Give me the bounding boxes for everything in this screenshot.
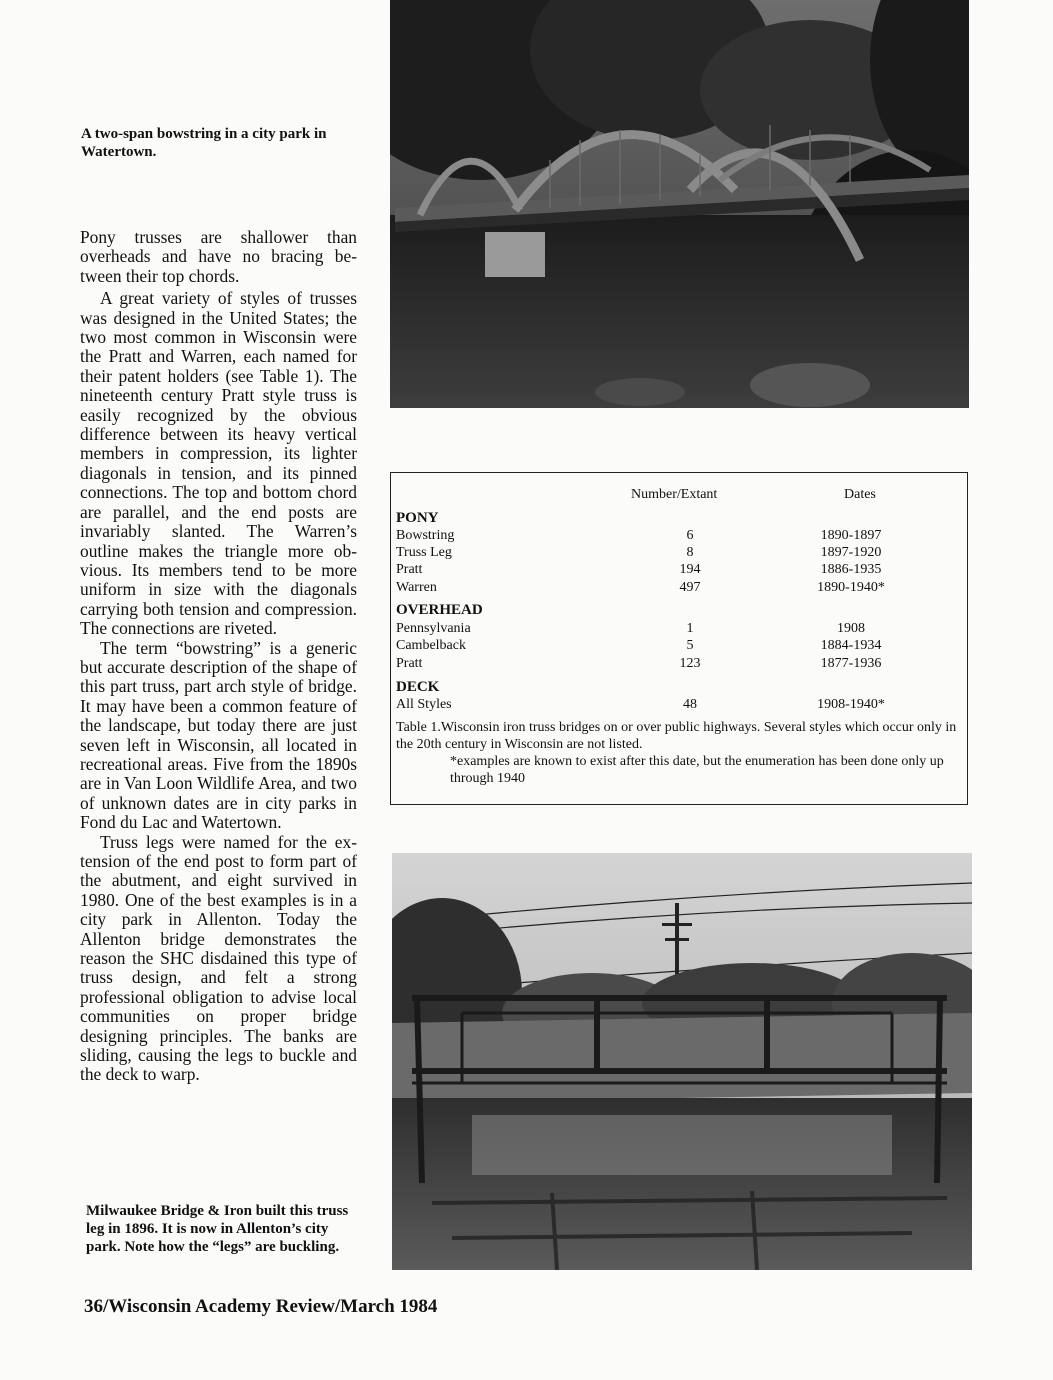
row-number: 48 <box>683 697 697 712</box>
truss-leg-bridge-photo <box>392 853 972 1270</box>
row-name: Warren <box>396 580 437 595</box>
bowstring-bridge-photo <box>390 0 969 408</box>
photo-caption-truss-leg: Milwaukee Bridge & Iron built this truss leg in 1896. It is now in Allenton’s city park. Note how the “legs” are buckling. <box>86 1203 349 1255</box>
table-row <box>396 562 966 580</box>
row-dates: 1908 <box>837 621 865 636</box>
table-caption-text: Wisconsin iron truss bridges on or over public highways. Several styles which occur only in the 20th century in Wisconsin are not listed. <box>396 720 957 752</box>
row-name: Pennsylvania <box>396 621 471 636</box>
row-dates: 1897-1920 <box>820 545 882 560</box>
row-dates: 1884-1934 <box>820 638 882 653</box>
row-number: 8 <box>686 545 694 560</box>
group-label-pony: PONY <box>396 510 439 526</box>
paragraph-pony-trusses: Pony trusses are shallower than overheads and have no bracing between their top chords. <box>80 227 357 286</box>
row-number: 123 <box>679 656 701 671</box>
row-number: 1 <box>686 621 694 636</box>
table-row <box>396 528 966 546</box>
row-name: Cambelback <box>396 638 466 653</box>
paragraph-truss-styles: A great variety of styles of trusses was designed in the United States; the two most common in Wisconsin were the Pratt and Warren, each named for their patent holders (see Table 1). The nineteenth century Pratt style truss is easily recognized by the obvious difference between its heavy vertical members in compression, its lighter diagonals in tension, and its pinned connections. The top and bottom chord are parallel, and the end posts are invariably slanted. The Warren’s outline makes the triangle more obvious. Its members tend to be more uniform in size with the diagonals carrying both tension and compression. The connections are riveted. <box>80 288 357 639</box>
row-number: 194 <box>679 562 701 577</box>
header-dates: Dates <box>844 487 876 502</box>
row-name: All Styles <box>396 697 452 712</box>
bridge-statistics-table <box>390 472 968 805</box>
group-label-deck: DECK <box>396 679 440 695</box>
table-caption-lead: Table 1. <box>396 720 441 735</box>
page-footer: 36/Wisconsin Academy Review/March 1984 <box>84 1296 438 1317</box>
row-name: Pratt <box>396 562 423 577</box>
row-dates: 1890-1940* <box>817 580 885 595</box>
group-label-overhead: OVERHEAD <box>396 602 483 618</box>
table-row <box>396 638 966 656</box>
photo-caption-bowstring: A two-span bowstring in a city park in Watertown. <box>81 126 327 160</box>
row-name: Pratt <box>396 656 423 671</box>
table-row <box>396 621 966 639</box>
table-row <box>396 545 966 563</box>
row-number: 5 <box>686 638 694 653</box>
row-name: Truss Leg <box>396 545 452 560</box>
row-number: 6 <box>686 528 694 543</box>
table-caption <box>396 719 966 787</box>
table-caption-footnote: *examples are known to exist after this date, but the enumeration has been done only up through 1940 <box>450 754 944 786</box>
header-number-extant: Number/Extant <box>631 487 718 502</box>
row-number: 497 <box>679 580 701 595</box>
paragraph-truss-legs: Truss legs were named for the extension of the end post to form part of the abutment, and eight survived in 1980. One of the best examples is in a city park in Allenton. Today the Allenton bridge demonstrates the reason the SHC disdained this type of truss design, and felt a strong professional obligation to advise local communities on proper bridge designing principles. The banks are sliding, causing the legs to buckle and the deck to warp. <box>80 831 357 1085</box>
paragraph-bowstring: The term “bowstring” is a generic but accurate description of the shape of this part truss, part arch style of bridge. It may have been a common feature of the landscape, but today there are just seven left in Wisconsin, all located in recreational areas. Five from the 1890s are in Van Loon Wildlife Area, and two of unknown dates are in city parks in Fond du Lac and Watertown. <box>80 637 357 833</box>
table-row <box>396 656 966 674</box>
row-dates: 1877-1936 <box>820 656 882 671</box>
article-body <box>80 228 357 1085</box>
row-name: Bowstring <box>396 528 455 543</box>
row-dates: 1908-1940* <box>817 697 885 712</box>
row-dates: 1890-1897 <box>820 528 882 543</box>
table-row <box>396 697 966 715</box>
table-row <box>396 580 966 598</box>
row-dates: 1886-1935 <box>820 562 882 577</box>
